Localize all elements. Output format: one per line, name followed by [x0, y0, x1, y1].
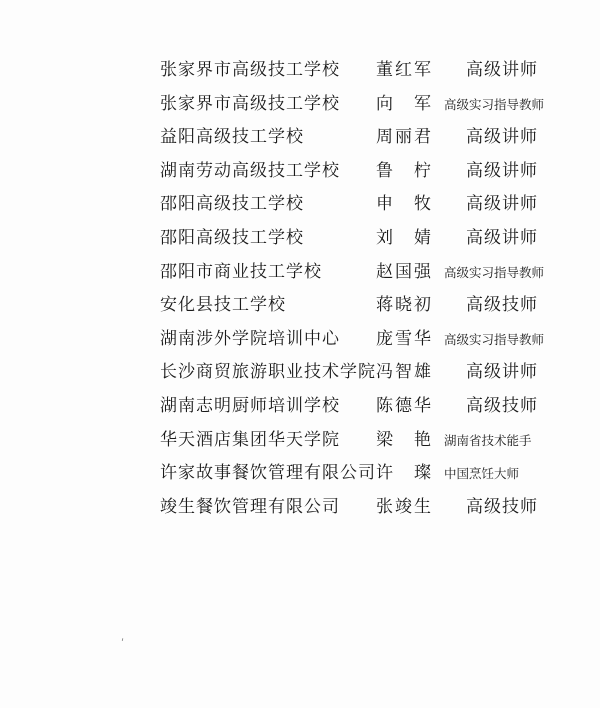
list-row [160, 54, 590, 88]
professional-title: 高级实习指导教师 [444, 264, 545, 280]
person-name: 陈德华 [376, 395, 433, 416]
list-row [160, 390, 590, 424]
person-name: 周丽君 [376, 127, 433, 148]
organization-name: 华天酒店集团华天学院 [160, 429, 340, 450]
list-row [160, 222, 590, 256]
professional-title: 湖南省技术能手 [444, 432, 532, 448]
professional-title: 高级技师 [466, 295, 538, 316]
professional-title: 高级技师 [466, 496, 538, 517]
professional-title: 高级讲师 [466, 194, 538, 215]
list-row [160, 256, 590, 290]
personnel-list [160, 54, 590, 524]
organization-name: 许家故事餐饮管理有限公司 [160, 463, 376, 484]
person-name: 庞雪华 [376, 328, 433, 349]
person-name: 许 璨 [376, 463, 433, 484]
organization-name: 益阳高级技工学校 [160, 127, 304, 148]
list-row [160, 323, 590, 357]
list-row [160, 121, 590, 155]
organization-name: 邵阳高级技工学校 [160, 227, 304, 248]
person-name: 冯智雄 [376, 362, 433, 383]
organization-name: 邵阳市商业技工学校 [160, 261, 322, 282]
list-row [160, 188, 590, 222]
professional-title: 中国烹饪大师 [444, 466, 520, 482]
list-row [160, 289, 590, 323]
professional-title: 高级技师 [466, 395, 538, 416]
person-name: 张竣生 [376, 496, 433, 517]
organization-name: 邵阳高级技工学校 [160, 194, 304, 215]
person-name: 申 牧 [376, 194, 433, 215]
person-name: 董红军 [376, 60, 433, 80]
stray-mark: ʹ [121, 637, 125, 650]
professional-title: 高级实习指导教师 [444, 331, 545, 347]
person-name: 梁 艳 [376, 429, 433, 450]
list-row [160, 155, 590, 189]
list-row [160, 424, 590, 458]
list-row [160, 88, 590, 122]
organization-name: 安化县技工学校 [160, 295, 286, 316]
organization-name: 湖南劳动高级技工学校 [160, 160, 340, 181]
organization-name: 张家界市高级技工学校 [160, 60, 340, 80]
professional-title: 高级讲师 [466, 362, 538, 383]
organization-name: 湖南志明厨师培训学校 [160, 395, 340, 416]
organization-name: 竣生餐饮管理有限公司 [160, 496, 340, 517]
professional-title: 高级讲师 [466, 60, 538, 80]
person-name: 赵国强 [376, 261, 433, 282]
person-name: 蒋晓初 [376, 295, 433, 316]
person-name: 刘 婧 [376, 227, 433, 248]
list-row [160, 356, 590, 390]
organization-name: 张家界市高级技工学校 [160, 93, 340, 114]
list-row [160, 491, 590, 525]
list-row [160, 457, 590, 491]
person-name: 鲁 柠 [376, 160, 433, 181]
professional-title: 高级讲师 [466, 127, 538, 148]
organization-name: 湖南涉外学院培训中心 [160, 328, 340, 349]
organization-name: 长沙商贸旅游职业技术学院 [160, 362, 376, 383]
professional-title: 高级讲师 [466, 227, 538, 248]
professional-title: 高级实习指导教师 [444, 96, 545, 112]
person-name: 向 军 [376, 93, 433, 114]
professional-title: 高级讲师 [466, 160, 538, 181]
